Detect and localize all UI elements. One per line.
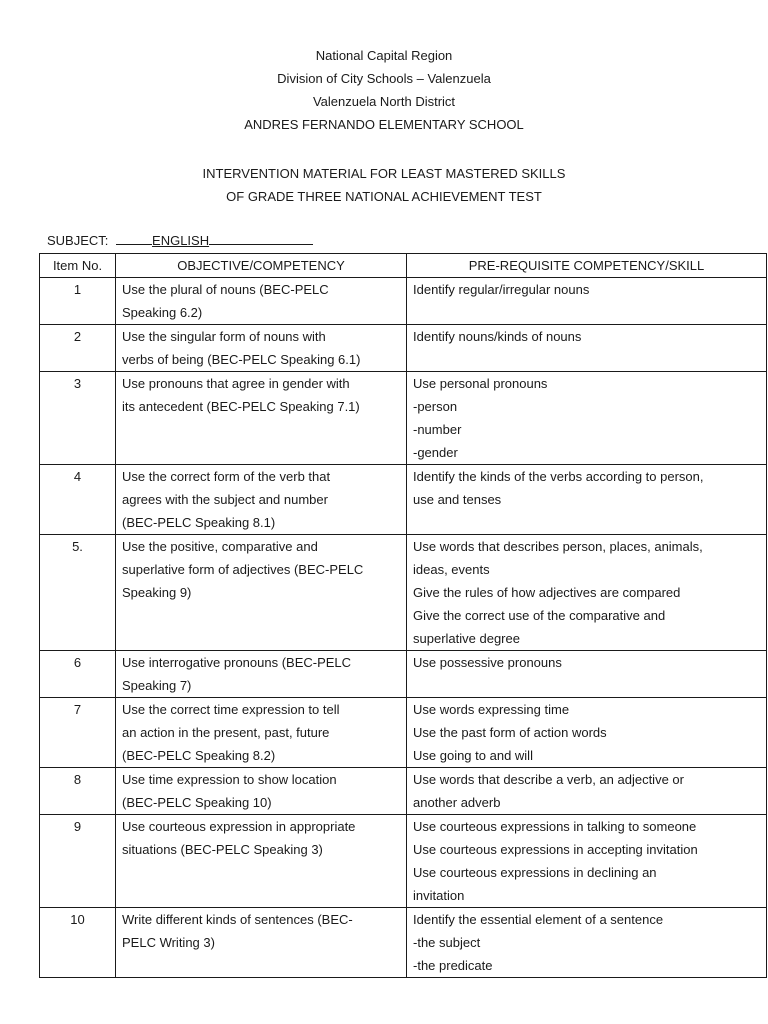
table-row (40, 535, 767, 651)
region-line: National Capital Region (315, 48, 453, 63)
subject-label: SUBJECT: (47, 233, 109, 248)
objective-line: (BEC-PELC Speaking 8.2) (122, 748, 276, 763)
prerequisite-line: Identify regular/irregular nouns (413, 282, 590, 297)
objective-line: situations (BEC-PELC Speaking 3) (122, 842, 323, 857)
prerequisite-cell (407, 535, 767, 651)
prerequisite-line: superlative degree (413, 631, 520, 646)
table-row (40, 815, 767, 908)
prerequisite-line: Identify the essential element of a sentence (413, 912, 664, 927)
prerequisite-line: Identify nouns/kinds of nouns (413, 329, 582, 344)
table-row (40, 325, 767, 372)
header-item-no: Item No. (40, 254, 116, 278)
objective-line: Write different kinds of sentences (BEC- (122, 912, 353, 927)
objective-line: agrees with the subject and number (122, 492, 328, 507)
objective-line: Use the singular form of nouns with (122, 329, 326, 344)
prerequisite-line: Identify the kinds of the verbs according to person, (413, 469, 704, 484)
prerequisite-line: Use the past form of action words (413, 725, 607, 740)
objective-line: Use the plural of nouns (BEC-PELC (122, 282, 329, 297)
objective-line: Use the positive, comparative and (122, 539, 318, 554)
item-number-cell: 8 (40, 768, 116, 815)
table-row (40, 372, 767, 465)
objective-line: Speaking 7) (122, 678, 192, 693)
prerequisite-line: Use words that describe a verb, an adjective or (413, 772, 684, 787)
prerequisite-line: another adverb (413, 795, 501, 810)
item-number-cell: 5. (40, 535, 116, 651)
objective-cell (116, 535, 407, 651)
prerequisite-cell (407, 325, 767, 372)
prerequisite-line: use and tenses (413, 492, 502, 507)
prerequisite-line: Use courteous expressions in accepting invitation (413, 842, 698, 857)
objective-cell (116, 325, 407, 372)
objective-line: Use the correct form of the verb that (122, 469, 331, 484)
objective-line: Use interrogative pronouns (BEC-PELC (122, 655, 352, 670)
prerequisite-cell (407, 278, 767, 325)
prerequisite-line: Use going to and will (413, 748, 533, 763)
prerequisite-line: -gender (413, 445, 458, 460)
objective-line: an action in the present, past, future (122, 725, 330, 740)
table-body (40, 278, 767, 978)
item-number-cell: 10 (40, 908, 116, 978)
table-row (40, 698, 767, 768)
prerequisite-line: Use words expressing time (413, 702, 570, 717)
header-prerequisite: PRE-REQUISITE COMPETENCY/SKILL (407, 254, 767, 278)
header-objective: OBJECTIVE/COMPETENCY (116, 254, 407, 278)
prerequisite-line: -the predicate (413, 958, 493, 973)
item-number-cell: 1 (40, 278, 116, 325)
title-line-1: INTERVENTION MATERIAL FOR LEAST MASTERED SKILLS (202, 166, 566, 181)
prerequisite-cell (407, 698, 767, 768)
table-row (40, 768, 767, 815)
district-line: Valenzuela North District (312, 94, 456, 109)
objective-cell (116, 465, 407, 535)
objective-line: Speaking 9) (122, 585, 192, 600)
title-line-2: OF GRADE THREE NATIONAL ACHIEVEMENT TEST (226, 189, 542, 204)
objective-cell (116, 698, 407, 768)
competency-table (39, 253, 767, 978)
subject-value: ENGLISH (152, 233, 210, 248)
table-row (40, 908, 767, 978)
item-number-cell: 3 (40, 372, 116, 465)
prerequisite-cell (407, 465, 767, 535)
objective-line: (BEC-PELC Speaking 8.1) (122, 515, 276, 530)
objective-line: Speaking 6.2) (122, 305, 203, 320)
objective-cell (116, 278, 407, 325)
table-header-row (40, 254, 767, 278)
document-header (0, 44, 768, 136)
prerequisite-cell (407, 908, 767, 978)
prerequisite-line: Use personal pronouns (413, 376, 548, 391)
objective-line: Use pronouns that agree in gender with (122, 376, 350, 391)
subject-blank-left (116, 230, 152, 245)
objective-line: verbs of being (BEC-PELC Speaking 6.1) (122, 352, 361, 367)
item-number-cell: 6 (40, 651, 116, 698)
prerequisite-line: -person (413, 399, 458, 414)
subject-blank-right (209, 230, 313, 245)
prerequisite-line: Give the correct use of the comparative and (413, 608, 666, 623)
prerequisite-cell (407, 815, 767, 908)
objective-line: (BEC-PELC Speaking 10) (122, 795, 272, 810)
prerequisite-line: ideas, events (413, 562, 490, 577)
item-number-cell: 7 (40, 698, 116, 768)
prerequisite-cell (407, 372, 767, 465)
school-line: ANDRES FERNANDO ELEMENTARY SCHOOL (244, 117, 524, 132)
prerequisite-line: Use words that describes person, places, animals, (413, 539, 703, 554)
objective-line: its antecedent (BEC-PELC Speaking 7.1) (122, 399, 360, 414)
table-row (40, 278, 767, 325)
prerequisite-line: Use courteous expressions in declining an (413, 865, 657, 880)
table-row (40, 465, 767, 535)
prerequisite-line: invitation (413, 888, 465, 903)
document-title (0, 162, 768, 208)
prerequisite-line: Use possessive pronouns (413, 655, 562, 670)
objective-line: Use time expression to show location (122, 772, 337, 787)
objective-line: PELC Writing 3) (122, 935, 215, 950)
objective-line: Use courteous expression in appropriate (122, 819, 356, 834)
item-number-cell: 2 (40, 325, 116, 372)
prerequisite-line: -the subject (413, 935, 481, 950)
prerequisite-cell (407, 768, 767, 815)
objective-cell (116, 372, 407, 465)
objective-line: superlative form of adjectives (BEC-PELC (122, 562, 364, 577)
division-line: Division of City Schools – Valenzuela (277, 71, 491, 86)
table-row (40, 651, 767, 698)
subject-line (47, 229, 313, 252)
objective-cell (116, 908, 407, 978)
item-number-cell: 9 (40, 815, 116, 908)
prerequisite-line: -number (413, 422, 462, 437)
item-number-cell: 4 (40, 465, 116, 535)
objective-cell (116, 815, 407, 908)
prerequisite-line: Give the rules of how adjectives are compared (413, 585, 681, 600)
objective-cell (116, 651, 407, 698)
objective-cell (116, 768, 407, 815)
prerequisite-cell (407, 651, 767, 698)
objective-line: Use the correct time expression to tell (122, 702, 340, 717)
prerequisite-line: Use courteous expressions in talking to someone (413, 819, 697, 834)
